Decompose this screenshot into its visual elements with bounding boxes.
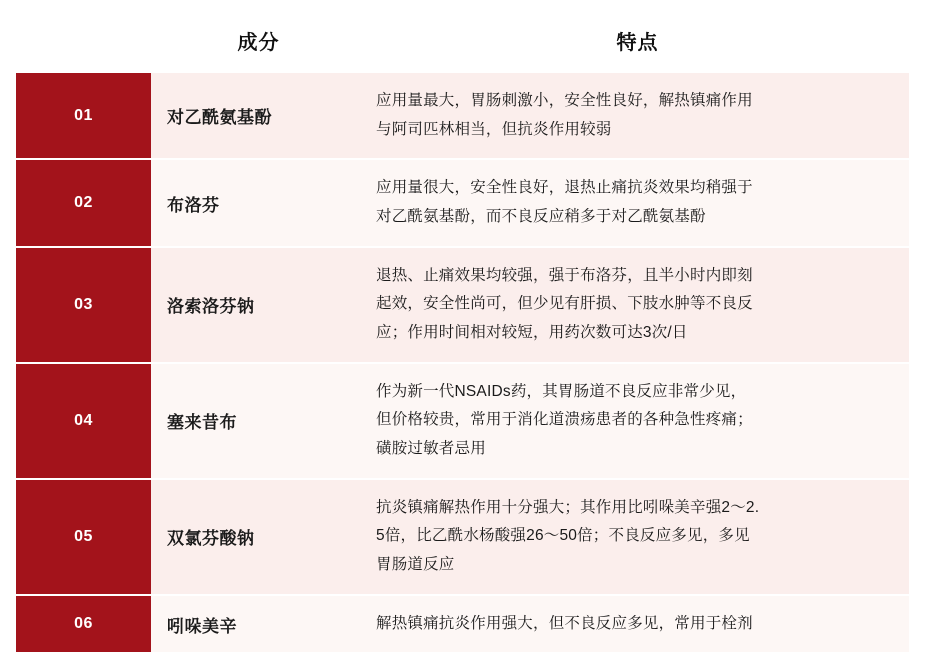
row-feature-text (366, 159, 909, 246)
table-row (16, 479, 909, 595)
column-header-component: 成分 (151, 12, 366, 73)
row-number: 02 (16, 159, 151, 246)
table-body (16, 73, 909, 652)
table-row (16, 595, 909, 653)
row-feature-text (366, 479, 909, 595)
row-component-name: 吲哚美辛 (151, 595, 366, 653)
column-header-feature: 特点 (366, 12, 909, 73)
feature-line: 起效，安全性尚可，但少见有肝损、下肢水肿等不良反 (376, 295, 753, 313)
row-component-name: 洛索洛芬钠 (151, 247, 366, 363)
row-number: 01 (16, 73, 151, 159)
feature-line: 但价格较贵，常用于消化道溃疡患者的各种急性疼痛； (376, 411, 753, 429)
drug-comparison-table (16, 12, 909, 652)
row-component-name: 双氯芬酸钠 (151, 479, 366, 595)
feature-line: 作为新一代NSAIDs药，其胃肠道不良反应非常少见， (376, 382, 747, 400)
row-number: 06 (16, 595, 151, 653)
row-feature-text (366, 595, 909, 653)
feature-line: 解热镇痛抗炎作用强大，但不良反应多见，常用于栓剂 (376, 614, 753, 632)
feature-line: 对乙酰氨基酚，而不良反应稍多于对乙酰氨基酚 (376, 208, 706, 226)
feature-line: 磺胺过敏者忌用 (376, 440, 486, 458)
row-number: 03 (16, 247, 151, 363)
feature-line: 与阿司匹林相当，但抗炎作用较弱 (376, 120, 612, 138)
table-row (16, 73, 909, 159)
table-row (16, 159, 909, 246)
table-header (16, 12, 909, 73)
column-header-number (16, 12, 151, 73)
row-feature-text (366, 247, 909, 363)
row-component-name: 对乙酰氨基酚 (151, 73, 366, 159)
row-feature-text (366, 363, 909, 479)
table-row (16, 363, 909, 479)
feature-line: 5倍，比乙酰水杨酸强26～50倍；不良反应多见，多见 (376, 527, 750, 545)
row-number: 04 (16, 363, 151, 479)
row-component-name: 布洛芬 (151, 159, 366, 246)
table-row (16, 247, 909, 363)
feature-line: 抗炎镇痛解热作用十分强大；其作用比吲哚美辛强2～2. (376, 498, 760, 516)
feature-line: 退热、止痛效果均较强，强于布洛芬，且半小时内即刻 (376, 266, 753, 284)
feature-line: 应；作用时间相对较短，用药次数可达3次/日 (376, 324, 688, 342)
feature-line: 应用量最大，胃肠刺激小，安全性良好，解热镇痛作用 (376, 92, 753, 109)
row-component-name: 塞来昔布 (151, 363, 366, 479)
feature-line: 胃肠道反应 (376, 556, 455, 574)
row-number: 05 (16, 479, 151, 595)
table-header-row (16, 12, 909, 73)
feature-line: 应用量很大，安全性良好，退热止痛抗炎效果均稍强于 (376, 179, 753, 197)
row-feature-text (366, 73, 909, 159)
